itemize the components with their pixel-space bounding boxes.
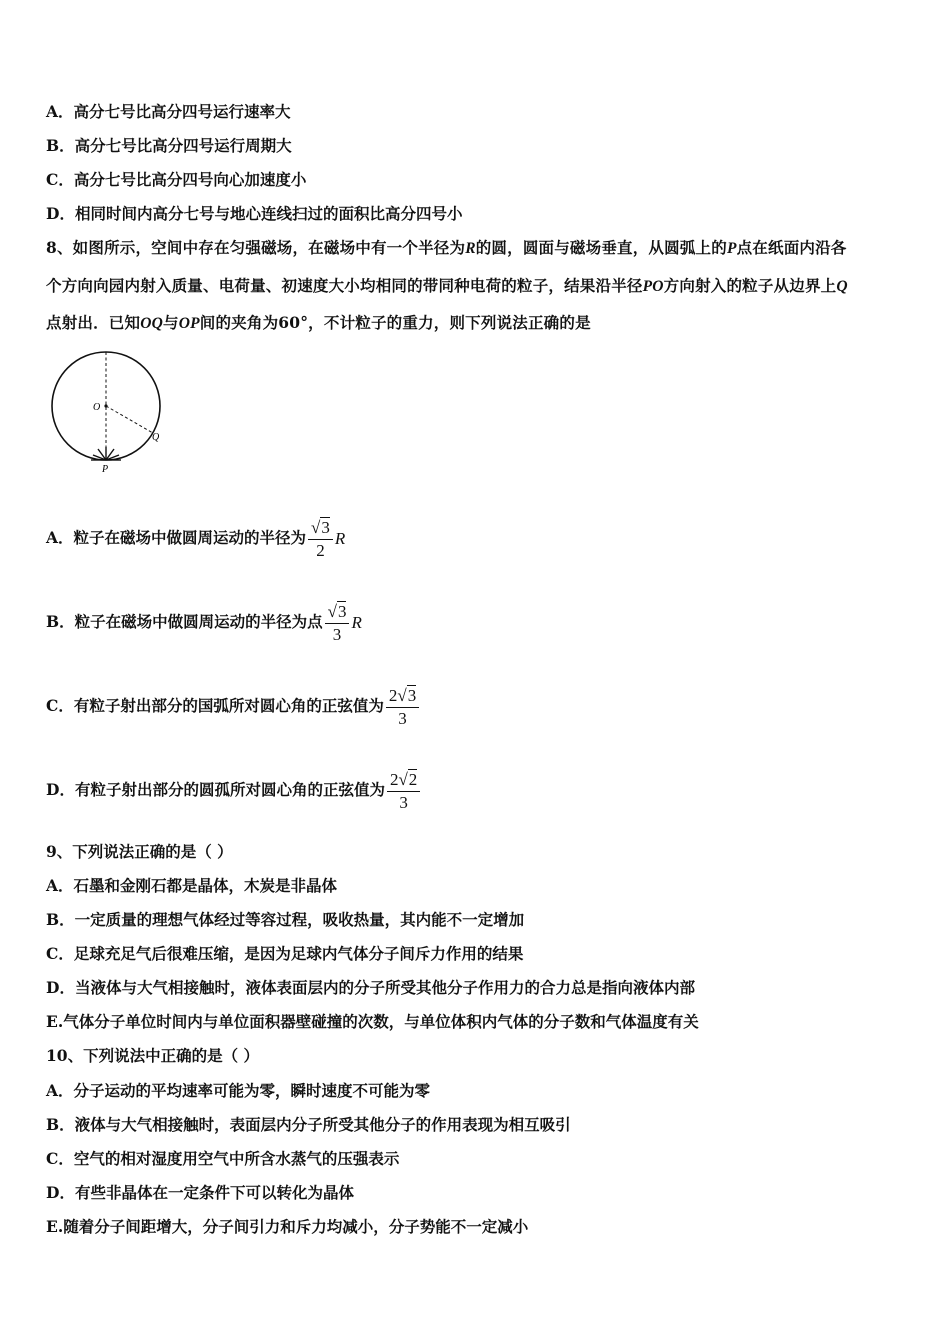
q10-option-c: C．空气的相对湿度用空气中所含水蒸气的压强表示 [46, 1149, 400, 1168]
q10-option-e: E.随着分子间距增大，分子间引力和斥力均减小，分子势能不一定减小 [46, 1217, 529, 1236]
fraction: $\frac{2√3}{3}$ [386, 685, 419, 730]
q8-text: 方向射入的粒子从边界上 [663, 276, 837, 295]
q9-option-e: E.气体分子单位时间内与单位面积器壁碰撞的次数，与单位体积内气体的分子数和气体温度有关 [46, 1012, 699, 1031]
fraction: $\frac{√3}{3}$ [325, 601, 350, 646]
var-R: R [334, 529, 346, 548]
q8-option-c [46, 676, 421, 736]
circle-field-figure [46, 346, 176, 474]
label-q: Q [152, 432, 160, 443]
q8-var-Q: Q [836, 278, 848, 295]
radius-oq [106, 406, 153, 433]
label-o: O [93, 402, 101, 413]
q8-stem-line2 [46, 276, 848, 297]
q8-var-P: P [726, 240, 737, 257]
q10-option-d: D．有些非晶体在一定条件下可以转化为晶体 [46, 1183, 354, 1202]
label-p: P [102, 464, 109, 474]
q9-option-a: A．石墨和金刚石都是晶体，木炭是非晶体 [46, 876, 338, 895]
fraction: $\frac{2√2}{3}$ [387, 769, 420, 814]
q10-option-a: A．分子运动的平均速率可能为零，瞬时速度不可能为零 [46, 1081, 431, 1100]
q8-option-a [46, 508, 345, 568]
q7-option-c: C．高分七号比高分四号向心加速度小 [46, 170, 307, 189]
q8-text: 间的夹角为60°，不计粒子的重力，则下列说法正确的是 [199, 313, 591, 332]
q8-option-b-text: B．粒子在磁场中做圆周运动的半径为点 [46, 612, 323, 631]
q7-option-b: B．高分七号比高分四号运行周期大 [46, 136, 292, 155]
q8-text: 个方向向园内射入质量、电荷量、初速度大小均相同的带同种电荷的粒子，结果沿半径 [46, 276, 643, 295]
q8-var-R: R [465, 240, 476, 257]
q7-option-d: D．相同时间内高分七号与地心连线扫过的面积比高分四号小 [46, 204, 463, 223]
q8-stem-line1 [46, 238, 847, 259]
q8-option-a-text: A．粒子在磁场中做圆周运动的半径为 [46, 528, 307, 547]
q8-text: 点射出．已知 [46, 313, 141, 332]
q9-stem: 9、下列说法正确的是（ ） [46, 842, 233, 861]
q8-option-b [46, 592, 362, 652]
q8-text: 与 [163, 313, 179, 332]
particle-rays [91, 447, 121, 460]
q8-stem-line3 [46, 313, 591, 334]
center-point [104, 404, 107, 407]
q10-option-b: B．液体与大气相接触时，表面层内分子所受其他分子的作用表现为相互吸引 [46, 1115, 571, 1134]
q9-option-c: C．足球充足气后很难压缩，是因为足球内气体分子间斥力作用的结果 [46, 944, 524, 963]
q8-option-d-text: D．有粒子射出部分的圆孤所对圆心角的正弦值为 [46, 780, 385, 799]
q8-var-PO: PO [642, 278, 664, 295]
q8-var-OP: OP [178, 315, 200, 332]
fraction: $\frac{√3}{2}$ [308, 517, 333, 562]
var-R: R [351, 613, 362, 632]
q9-option-d: D．当液体与大气相接触时，液体表面层内的分子所受其他分子作用力的合力总是指向液体内部 [46, 978, 695, 997]
q9-option-b: B．一定质量的理想气体经过等容过程，吸收热量，其内能不一定增加 [46, 910, 525, 929]
q8-text: 8、如图所示，空间中存在匀强磁场，在磁场中有一个半径为 [46, 238, 466, 257]
q8-text: 点在纸面内沿各 [736, 238, 847, 257]
q8-option-c-text: C．有粒子射出部分的国弧所对圆心角的正弦值为 [46, 696, 384, 715]
q8-option-d [46, 760, 422, 820]
q10-stem: 10、下列说法中正确的是（ ） [46, 1046, 259, 1065]
q7-option-a: A．高分七号比高分四号运行速率大 [46, 102, 291, 121]
q8-var-OQ: OQ [140, 315, 163, 332]
q8-text: 的圆，圆面与磁场垂直，从圆弧上的 [475, 238, 727, 257]
